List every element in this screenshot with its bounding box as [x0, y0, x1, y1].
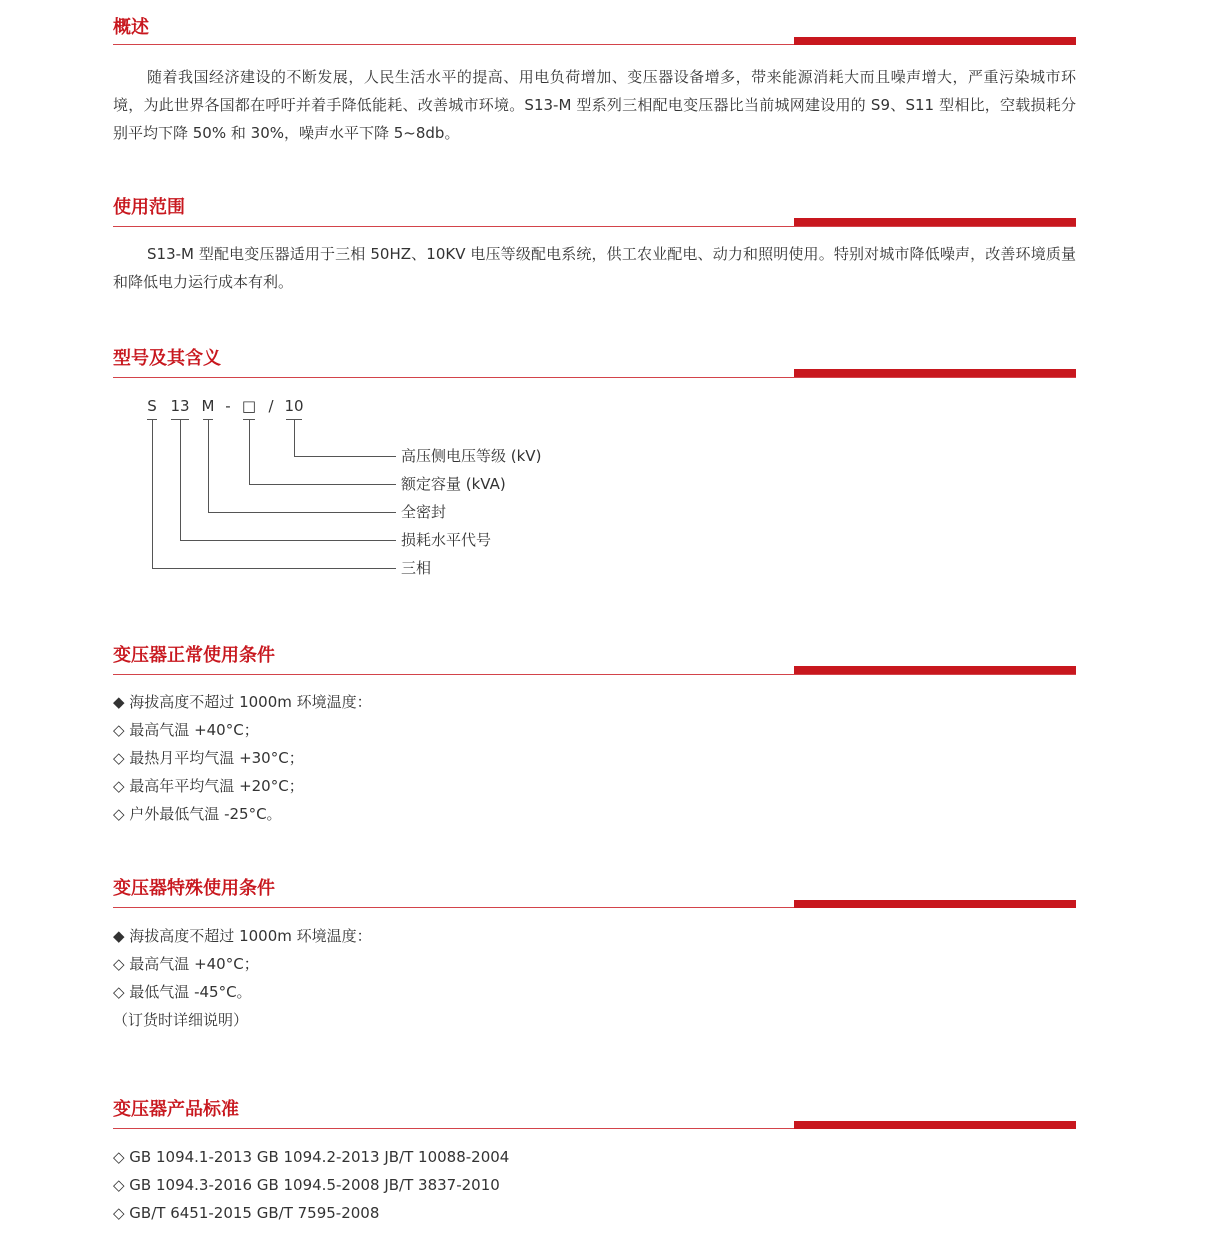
code-13: 13 [170, 397, 190, 415]
code-10: 10 [284, 397, 304, 415]
normal-condition-item: ◇ 最热月平均气温 +30°C； [113, 749, 304, 767]
section-title-model: 型号及其含义 [113, 348, 221, 369]
normal-condition-item: ◇ 户外最低气温 -25°C。 [113, 805, 282, 823]
standard-item: ◇ GB 1094.3-2016 GB 1094.5-2008 JB/T 3837-2010 [113, 1176, 500, 1194]
section-divider-scope [113, 226, 1076, 227]
code-s: S [147, 397, 157, 415]
connector-vertical-10 [294, 419, 295, 457]
connector-vertical-13 [180, 419, 181, 541]
special-condition-note: （订货时详细说明） [113, 1011, 249, 1029]
section-title-normal-conditions: 变压器正常使用条件 [113, 645, 275, 666]
section-accent-bar-scope [794, 218, 1076, 226]
connector-horizontal-m [208, 512, 396, 513]
special-condition-item: ◇ 最低气温 -45°C。 [113, 983, 252, 1001]
label-rated-capacity: 额定容量 (kVA) [401, 475, 506, 493]
special-condition-item: ◇ 最高气温 +40°C； [113, 955, 259, 973]
code-slash: / [268, 397, 274, 415]
section-accent-bar-standards [794, 1121, 1076, 1129]
section-divider-model [113, 377, 1076, 378]
connector-horizontal-13 [180, 540, 396, 541]
code-dash: - [225, 397, 231, 415]
standard-item: ◇ GB 1094.1-2013 GB 1094.2-2013 JB/T 10088-2004 [113, 1148, 510, 1166]
overview-paragraph: 随着我国经济建设的不断发展，人民生活水平的提高、用电负荷增加、变压器设备增多，带来能源消耗大而且噪声增大，严重污染城市环境，为此世界各国都在呼吁并着手降低能耗、改善城市环境。S13-M 型系列三相配电变压器比当前城网建设用的 S9、S11 型相比，空载损耗分别平均下降 50% 和 30%，噪声水平下降 5~8db。 [113, 68, 1076, 142]
section-divider-normal [113, 674, 1076, 675]
normal-condition-item: ◇ 最高气温 +40°C； [113, 721, 259, 739]
normal-condition-item: ◆ 海拔高度不超过 1000m 环境温度： [113, 693, 372, 711]
connector-vertical-s [152, 419, 153, 569]
code-box: □ [241, 397, 257, 415]
connector-vertical-box [249, 419, 250, 485]
section-title-overview: 概述 [113, 17, 149, 38]
label-loss-level: 损耗水平代号 [401, 531, 492, 549]
label-three-phase: 三相 [401, 559, 432, 577]
code-m: M [201, 397, 215, 415]
label-high-voltage: 高压侧电压等级 (kV) [401, 447, 542, 465]
scope-paragraph: S13-M 型配电变压器适用于三相 50HZ、10KV 电压等级配电系统，供工农业配电、动力和照明使用。特别对城市降低噪声，改善环境质量和降低电力运行成本有利。 [113, 245, 1076, 291]
section-title-special-conditions: 变压器特殊使用条件 [113, 878, 275, 899]
normal-condition-item: ◇ 最高年平均气温 +20°C； [113, 777, 304, 795]
label-fully-sealed: 全密封 [401, 503, 447, 521]
section-title-standards: 变压器产品标准 [113, 1099, 239, 1120]
standard-item: ◇ GB/T 6451-2015 GB/T 7595-2008 [113, 1204, 380, 1222]
section-accent-bar-normal [794, 666, 1076, 674]
connector-vertical-m [208, 419, 209, 513]
special-condition-item: ◆ 海拔高度不超过 1000m 环境温度： [113, 927, 372, 945]
section-accent-bar-special [794, 900, 1076, 908]
section-accent-bar-model [794, 369, 1076, 377]
connector-horizontal-box [249, 484, 396, 485]
section-title-scope: 使用范围 [113, 197, 185, 218]
connector-horizontal-10 [294, 456, 396, 457]
connector-horizontal-s [152, 568, 396, 569]
section-accent-bar-overview [794, 37, 1076, 45]
